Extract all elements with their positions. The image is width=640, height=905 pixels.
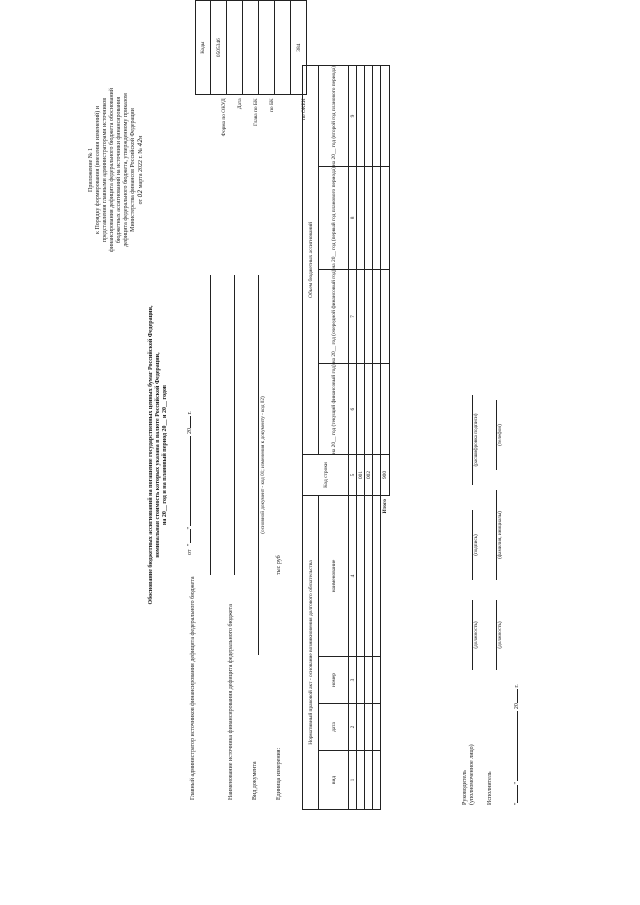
okud-value: 0505346	[211, 1, 227, 95]
okud-label: Форма по ОКУД	[220, 98, 227, 137]
okei-value: 384	[291, 1, 307, 95]
handwritten-number: 42	[137, 138, 144, 147]
col-year-first-plan: на 20__ год (первый год планового периода)	[319, 167, 349, 270]
appendix-date-line: от 02 марта 2022 г. № 42н	[137, 135, 144, 205]
field-source-name: Наименование источника финансирования дефицита федерального бюджета	[228, 604, 234, 800]
date-value	[227, 1, 243, 95]
bk-value	[259, 1, 275, 95]
chapter-label: Глава по БК	[252, 98, 259, 126]
col-name: наименование	[319, 496, 349, 657]
table-row	[373, 65, 381, 809]
col-line-code: Код строки	[303, 455, 349, 496]
chapter-value	[243, 1, 259, 95]
field-chief-admin: Главный администратор источников финансирования дефицита федерального бюджета	[190, 576, 196, 800]
col-number: номер	[319, 657, 349, 704]
appendix-block: Приложение № 1 к Порядку формирования (внесения изменений) и представления главными администраторами источников финансирования дефицита федерального бюджета обоснований бюджетных ассигнований на источники финансирования дефицита федерального бюджета, утвержденному приказом Министерства финансов Российской Федерации от 02 марта 2022 г. № 42н	[88, 20, 145, 320]
head-label: Руководитель (уполномоченное лицо)	[462, 744, 475, 805]
total-label: Итого	[382, 499, 389, 514]
date-label: Дата	[236, 98, 243, 110]
codes-header: Коды	[196, 1, 211, 95]
codes-box	[195, 0, 307, 197]
table-row: 002	[365, 65, 373, 809]
form-title: Обоснование бюджетных ассигнований на погашение государственных ценных бумаг Российской Федерации, номинальная стоимость которых указана в валюте Российской Федерации, на 20__ год и на плановый период 20__ и 20__ годов	[148, 305, 168, 605]
main-table: Нормативный правовой акт - основание возникновения долгового обязательства Код строки Объем бюджетных ассигнований вид дата номер наименование на 20__ год (текущий финансовый год) на 20__ год (очередной финансовый год) на 20__ год (первый год планового периода) на 20__ год (второй год планового периода) 1 2 3 4 5 6 7 8 9 001 002 Итого 900	[302, 65, 390, 810]
field-unit-value: тыс руб	[276, 555, 282, 575]
field-unit: Единица измерения:	[276, 747, 282, 800]
col-year-next: на 20__ год (очередной финансовый год)	[319, 269, 349, 364]
col-year-current: на 20__ год (текущий финансовый год)	[319, 364, 349, 455]
executor-label: Исполнитель	[487, 771, 493, 805]
okei-label: по ОКЕИ	[300, 98, 307, 120]
field-doc-type: Вид документа	[252, 761, 258, 800]
col-date: дата	[319, 704, 349, 751]
handwritten-day: 02	[137, 189, 144, 198]
date-line: от "" 20 г.	[187, 411, 193, 555]
signature-date: "" 20 г.	[514, 684, 520, 805]
col-group-volume: Объем бюджетных ассигнований	[303, 65, 319, 454]
doc-type-hint: (основной документ - код 01; изменения к документу - код 02)	[260, 396, 266, 534]
total-row	[381, 65, 390, 809]
table-row: 001	[357, 65, 365, 809]
col-group-legal-act: Нормативный правовой акт - основание возникновения долгового обязательства	[303, 496, 319, 810]
appendix-title: Приложение № 1	[88, 148, 94, 192]
col-type: вид	[319, 751, 349, 810]
bk-label: по БК	[268, 98, 275, 112]
col-year-second-plan: на 20__ год (второй год планового периода)	[319, 65, 349, 166]
signature-block: Руководитель (уполномоченное лицо) (должность) (подпись) (расшифровка подписи) Исполнитель (должность) (фамилия, инициалы) (телефон) "" 20 г.	[462, 325, 532, 805]
total-code: 900	[381, 455, 390, 496]
